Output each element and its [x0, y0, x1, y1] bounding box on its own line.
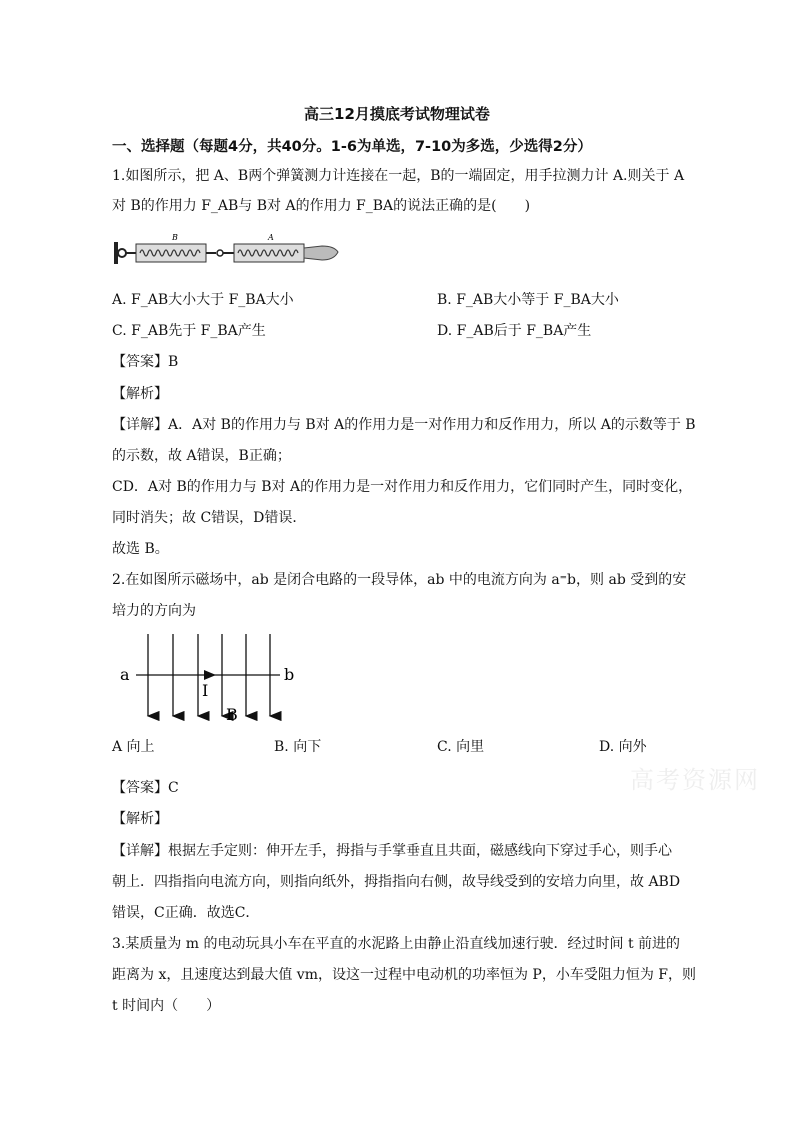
fig2-field-label: B [226, 705, 238, 724]
q2-detail-line2: 朝上．四指指向电流方向，则指向纸外，拇指指向右侧，故导线受到的安培力向里，故 ABD [112, 874, 681, 890]
q2-option-b: B. 向下 [274, 739, 322, 755]
q1-stem-line2: 对 B的作用力 F_AB与 B对 A的作用力 F_BA的说法正确的是( ) [112, 198, 531, 214]
q1-option-c: C. F_AB先于 F_BA产生 [112, 323, 266, 339]
q2-stem-line2: 培力的方向为 [112, 603, 196, 619]
q1-conclusion: 故选 B。 [112, 541, 169, 557]
fig2-current-label: I [202, 681, 209, 700]
q1-analysis-label: 【解析】 [112, 386, 168, 402]
q2-option-a: A 向上 [112, 739, 155, 755]
q2-answer: 【答案】C [112, 780, 179, 796]
q3-stem-line3: t 时间内（ ） [112, 998, 221, 1014]
q1-option-a: A. F_AB大小大于 F_BA大小 [112, 292, 294, 308]
q1-answer: 【答案】B [112, 354, 179, 370]
q1-option-b: B. F_AB大小等于 F_BA大小 [437, 292, 619, 308]
q2-detail-line3: 错误，C正确．故选C． [112, 905, 260, 921]
section-heading: 一、选择题（每题4分，共40分。1-6为单选，7-10为多选，少选得2分） [112, 139, 592, 155]
q1-detail-line2: 的示数，故 A错误，B正确； [112, 448, 291, 464]
q1-detail-line1: 【详解】A．A对 B的作用力与 B对 A的作用力是一对作用力和反作用力，所以 A的示数等于 B [112, 417, 696, 433]
q2-option-d: D. 向外 [599, 739, 647, 755]
magnetic-field-figure [112, 632, 302, 724]
fig2-label-b: b [284, 665, 295, 684]
q2-detail-line1: 【详解】根据左手定则：伸开左手，拇指与手掌垂直且共面，磁感线向下穿过手心，则手心 [112, 843, 672, 859]
q1-option-d: D. F_AB后于 F_BA产生 [437, 323, 592, 339]
q2-analysis-label: 【解析】 [112, 811, 168, 827]
q2-option-c: C. 向里 [437, 739, 485, 755]
spring-scale-figure [112, 228, 342, 272]
q3-stem-line2: 距离为 x，且速度达到最大值 vm，设这一过程中电动机的功率恒为 P，小车受阻力恒为 F，则 [112, 967, 697, 983]
q1-detail-line3: CD．A对 B的作用力与 B对 A的作用力是一对作用力和反作用力，它们同时产生，同时变化， [112, 479, 693, 495]
fig2-label-a: a [120, 665, 130, 684]
watermark: 高考资源网 [630, 766, 760, 794]
q1-stem-line1: 1.如图所示，把 A、B两个弹簧测力计连接在一起，B的一端固定，用手拉测力计 A.则关于 A [112, 168, 685, 184]
fig1-label-b: B [172, 233, 178, 242]
page-title: 高三12月摸底考试物理试卷 [304, 105, 490, 123]
q1-detail-line4: 同时消失；故 C错误，D错误． [112, 510, 307, 526]
q2-stem-line1: 2.在如图所示磁场中，ab 是闭合电路的一段导体，ab 中的电流方向为 a⁼b，则 ab 受到的安 [112, 572, 687, 588]
fig1-label-a: A [268, 233, 274, 242]
q3-stem-line1: 3.某质量为 m 的电动玩具小车在平直的水泥路上由静止沿直线加速行驶．经过时间 t 前进的 [112, 936, 681, 952]
